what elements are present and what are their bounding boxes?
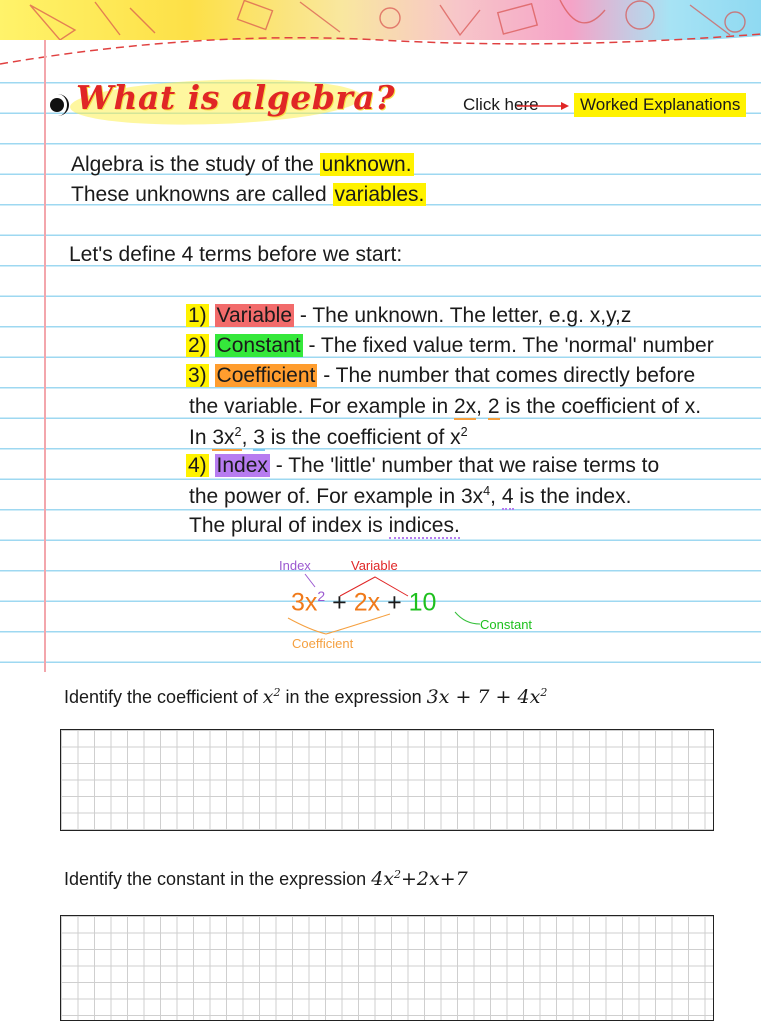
text: The plural of index is [189, 514, 389, 537]
coefficient-line-3 [189, 425, 468, 450]
term-variable [186, 304, 631, 328]
plus-sign: + [332, 588, 347, 617]
arrow-right-icon [517, 101, 569, 111]
index-line-3 [189, 514, 460, 538]
question-1 [64, 686, 547, 708]
term-desc: - The 'little' number that we raise terms to [275, 454, 660, 477]
unknown-highlight: unknown. [321, 153, 412, 176]
text: is the index. [513, 485, 632, 508]
intro-line-2-text: These unknowns are called [71, 183, 327, 206]
text: 3x [212, 426, 235, 449]
question-2 [64, 868, 468, 890]
intro-line-1 [71, 153, 414, 177]
plus-sign: + [387, 588, 402, 617]
term-desc: - The fixed value term. The 'normal' number [308, 334, 714, 357]
superscript: 2 [394, 868, 401, 881]
variables-highlight: variables. [334, 183, 425, 206]
worked-explanations-link[interactable]: Worked Explanations [574, 93, 746, 117]
example-3x2 [212, 426, 241, 451]
math-expression: 4x [371, 868, 394, 890]
text: , [476, 395, 488, 418]
answer-grid-1[interactable] [60, 729, 714, 831]
page-title: What is algebra? [76, 78, 395, 117]
text: in the expression [280, 687, 427, 707]
math-expression: +2x+7 [401, 868, 468, 890]
term-constant [186, 334, 714, 358]
diagram-label-constant: Constant [480, 617, 533, 632]
text: Identify the constant in the expression [64, 869, 372, 889]
coefficient-line-2 [189, 395, 701, 419]
example-2x: 2x [453, 395, 477, 418]
intro-line-2 [71, 183, 426, 207]
superscript: 2 [273, 686, 281, 699]
text: the variable. For example in [189, 395, 454, 418]
term-name: Variable [216, 304, 293, 327]
term-number: 4) [188, 454, 207, 477]
example-3: 3 [253, 426, 265, 449]
example-2: 2 [487, 395, 500, 418]
text: , [241, 426, 254, 449]
term-number: 3) [188, 364, 207, 387]
term-number: 1) [188, 304, 207, 327]
term-name: Coefficient [216, 364, 316, 387]
diagram-label-index: Index [279, 558, 311, 573]
term-number: 2) [188, 334, 207, 357]
diagram-expression [291, 588, 436, 617]
math-expression: 3x + 7 + 4x [426, 686, 541, 708]
math-var: x [262, 686, 274, 708]
text: Identify the coefficient of [64, 687, 263, 707]
term-2x: 2x [353, 588, 381, 617]
paper-edge [0, 28, 761, 68]
term-desc: - The unknown. The letter, e.g. x,y,z [299, 304, 632, 327]
term-3x2: 3x [291, 588, 318, 617]
text: is the coefficient of x. [499, 395, 702, 418]
term-index [186, 454, 659, 478]
superscript: 2 [460, 425, 468, 439]
text: is the coefficient of x [264, 426, 461, 449]
margin-line [44, 40, 46, 672]
term-coefficient [186, 364, 695, 388]
term-desc: - The number that comes directly before [323, 364, 696, 387]
term-name: Constant [216, 334, 301, 357]
superscript: 4 [483, 484, 491, 498]
text: the power of. For example in 3x [189, 485, 484, 508]
answer-grid-2[interactable] [60, 915, 714, 1021]
superscript: 2 [540, 686, 548, 699]
index-line-2 [189, 484, 631, 509]
click-here-label: Click here [463, 95, 539, 114]
term-10: 10 [408, 588, 437, 617]
diagram-label-variable: Variable [351, 558, 398, 573]
superscript: 2 [234, 425, 242, 439]
text: , [490, 485, 502, 508]
indices-word: indices. [388, 514, 460, 537]
define-line: Let's define 4 terms before we start: [69, 243, 403, 266]
example-4: 4 [501, 485, 514, 508]
index-superscript: 2 [317, 588, 326, 604]
text: In [189, 426, 213, 449]
intro-line-1-text: Algebra is the study of the [71, 153, 314, 176]
diagram-label-coefficient: Coefficient [292, 636, 354, 651]
term-name: Index [216, 454, 268, 477]
